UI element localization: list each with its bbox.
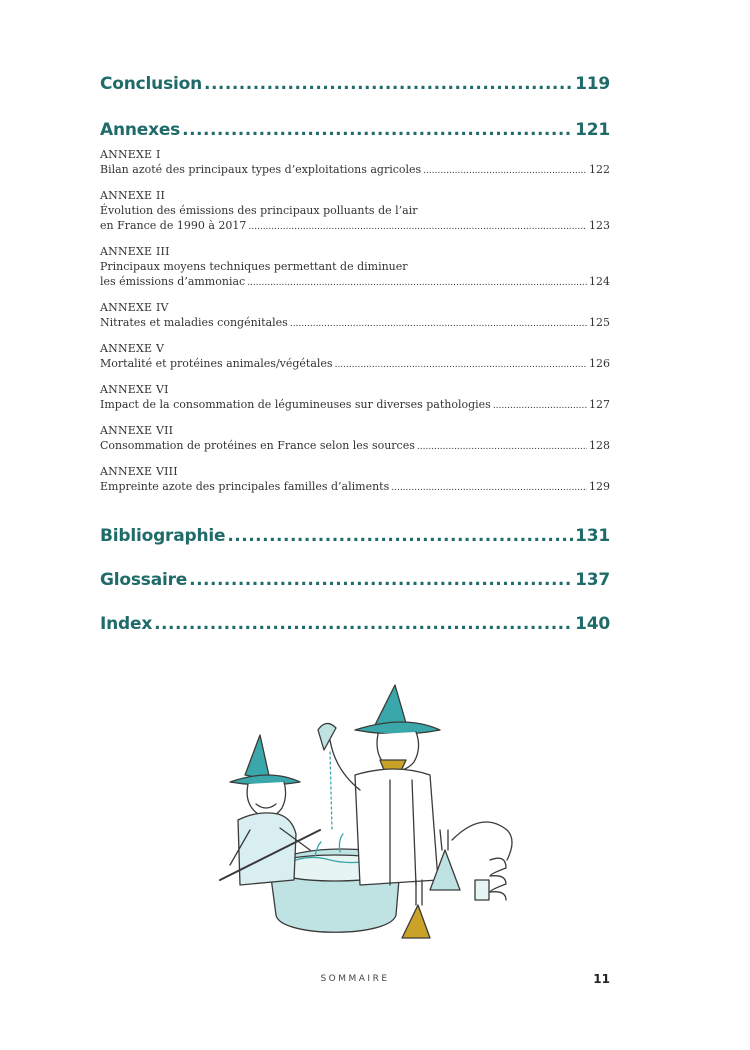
table-of-contents: [100, 74, 610, 634]
leader-dots: [290, 317, 587, 332]
annex-label: ANNEXE V: [100, 342, 165, 355]
annex-label: ANNEXE VIII: [100, 465, 178, 478]
leader-dots: [154, 614, 573, 634]
leader-dots: [227, 526, 573, 546]
leader-dots: [182, 120, 573, 140]
leader-dots: [204, 74, 573, 94]
leader-dots: [391, 481, 587, 496]
toc-title: Bibliographie: [100, 526, 226, 546]
annex-page: 122: [589, 163, 610, 176]
annex-title-row: [100, 315, 610, 332]
annex-title-row: [100, 218, 610, 235]
annex-label: ANNEXE VI: [100, 383, 169, 396]
annex-title-row: [100, 397, 610, 414]
toc-title: Glossaire: [100, 570, 188, 590]
toc-title: Annexes: [100, 120, 181, 140]
annex-title-line: Mortalité et protéines animales/végétales: [100, 357, 333, 370]
annex-title-line: Impact de la consommation de légumineuses sur diverses pathologies: [100, 398, 491, 411]
annex-label: ANNEXE IV: [100, 301, 169, 314]
toc-entry-bibliographie[interactable]: [100, 526, 610, 546]
annex-title-line: Principaux moyens techniques permettant de diminuer: [100, 260, 408, 273]
toc-page: 119: [575, 74, 610, 94]
annex-title-line: Bilan azoté des principaux types d’exploitations agricoles: [100, 163, 422, 176]
annex-page: 127: [589, 398, 610, 411]
toc-page: 140: [575, 614, 610, 634]
toc-page: 121: [575, 120, 610, 140]
annex-entry[interactable]: [100, 464, 610, 496]
leader-dots: [423, 164, 587, 179]
toc-entry-annexes[interactable]: [100, 120, 610, 140]
leader-dots: [189, 570, 573, 590]
annex-title-row: [100, 438, 610, 455]
annex-page: 126: [589, 357, 610, 370]
leader-dots: [417, 440, 587, 455]
annex-title-row: [100, 162, 610, 179]
annex-page: 128: [589, 439, 610, 452]
annex-title-line: les émissions d’ammoniac: [100, 275, 246, 288]
annex-title-row: [100, 479, 610, 496]
annex-page: 124: [589, 275, 610, 288]
annex-title-line: Consommation de protéines en France selon les sources: [100, 439, 415, 452]
annex-label: ANNEXE II: [100, 189, 166, 202]
annex-entry[interactable]: [100, 341, 610, 373]
toc-entry-index[interactable]: [100, 614, 610, 634]
leader-dots: [248, 220, 587, 235]
page-footer: [100, 974, 610, 990]
annex-entry[interactable]: [100, 147, 610, 179]
annex-label: ANNEXE VII: [100, 424, 174, 437]
annex-title-line: Nitrates et maladies congénitales: [100, 316, 288, 329]
toc-title: Index: [100, 614, 153, 634]
toc-page: 131: [575, 526, 610, 546]
toc-page: 137: [575, 570, 610, 590]
annex-page: 125: [589, 316, 610, 329]
annex-page: 123: [589, 219, 610, 232]
annex-entry[interactable]: [100, 382, 610, 414]
alchemists-cauldron-illustration: [190, 680, 560, 945]
annex-title-row: [100, 274, 610, 291]
annex-label: ANNEXE III: [100, 245, 170, 258]
leader-dots: [335, 358, 587, 373]
annex-page: 129: [589, 480, 610, 493]
annex-entry[interactable]: [100, 188, 610, 235]
leader-dots: [493, 399, 587, 414]
annex-entry[interactable]: [100, 300, 610, 332]
toc-entry-glossaire[interactable]: [100, 570, 610, 590]
toc-entry-conclusion[interactable]: [100, 74, 610, 94]
annex-title-row: [100, 356, 610, 373]
toc-title: Conclusion: [100, 74, 202, 94]
page-number: 11: [593, 972, 610, 986]
running-head: SOMMAIRE: [320, 974, 390, 984]
annex-title-line: Empreinte azote des principales familles d’aliments: [100, 480, 390, 493]
annex-entry[interactable]: [100, 423, 610, 455]
leader-dots: [247, 276, 587, 291]
annex-title-line: Évolution des émissions des principaux polluants de l’air: [100, 204, 418, 217]
annex-list: [100, 147, 610, 496]
annex-entry[interactable]: [100, 244, 610, 291]
annex-label: ANNEXE I: [100, 148, 161, 161]
annex-title-line: en France de 1990 à 2017: [100, 219, 247, 232]
